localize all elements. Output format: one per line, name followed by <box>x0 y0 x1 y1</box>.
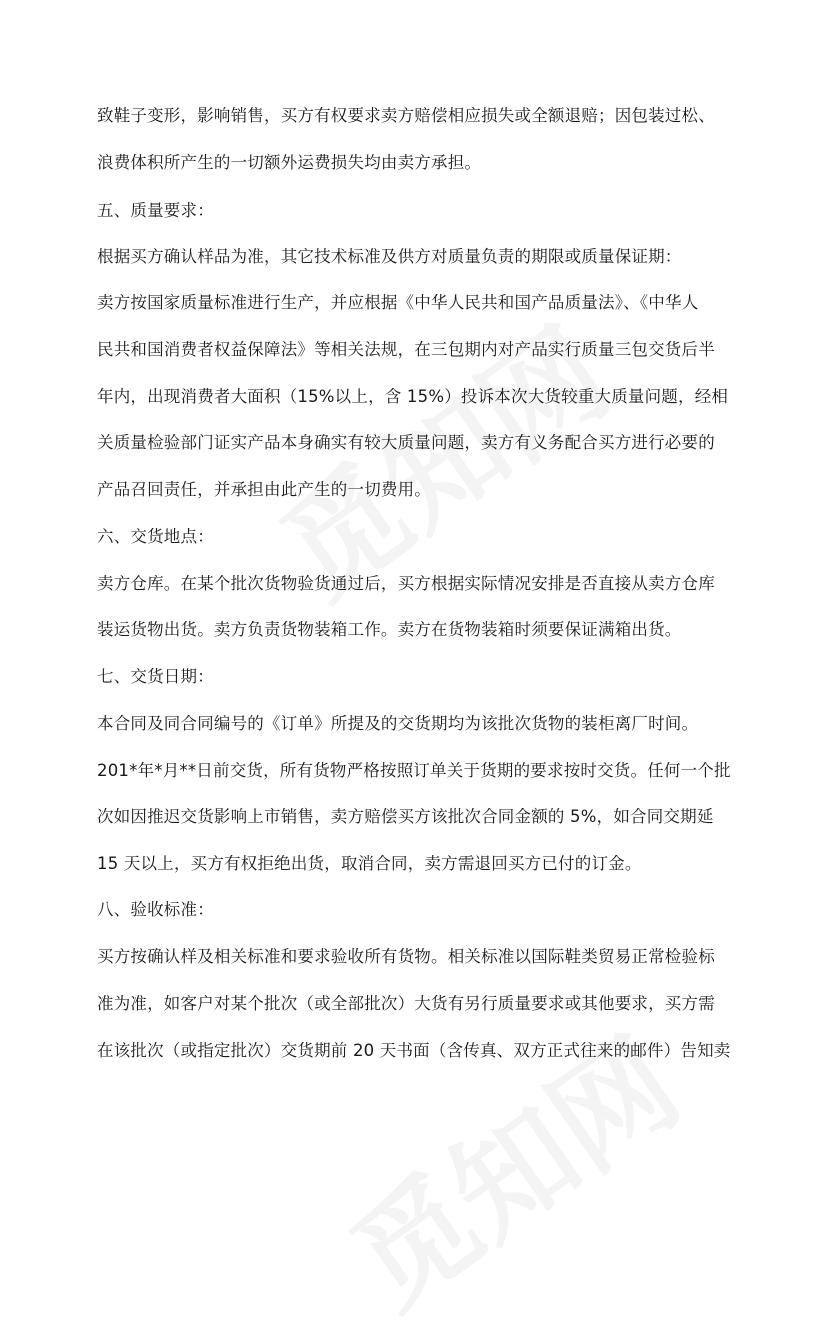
text-line: 15 天以上，买方有权拒绝出货，取消合同，卖方需退回买方已付的订金。 <box>97 854 642 873</box>
section-heading: 八、验收标准： <box>97 900 214 919</box>
text-line: 民共和国消费者权益保障法》等相关法规，在三包期内对产品实行质量三包交货后半 <box>97 340 715 359</box>
text-line: 卖方仓库。在某个批次货物验货通过后，买方根据实际情况安排是否直接从卖方仓库 <box>97 574 715 593</box>
section-heading: 七、交货日期： <box>97 667 214 686</box>
section-heading: 五、质量要求： <box>97 201 214 220</box>
text-line: 次如因推迟交货影响上市销售，卖方赔偿买方该批次合同金额的 5%，如合同交期延 <box>97 807 714 826</box>
text-line: 准为准，如客户对某个批次（或全部批次）大货有另行质量要求或其他要求，买方需 <box>97 994 715 1013</box>
text-line: 致鞋子变形，影响销售，买方有权要求卖方赔偿相应损失或全额退赔；因包装过松、 <box>97 106 715 125</box>
text-line: 本合同及同合同编号的《订单》所提及的交货期均为该批次货物的装柜离厂时间。 <box>97 714 699 733</box>
text-line: 产品召回责任，并承担由此产生的一切费用。 <box>97 480 431 499</box>
text-line: 买方按确认样及相关标准和要求验收所有货物。相关标准以国际鞋类贸易正常检验标 <box>97 947 715 966</box>
text-line: 根据买方确认样品为准，其它技术标准及供方对质量负责的期限或质量保证期： <box>97 247 682 266</box>
text-line: 在该批次（或指定批次）交货期前 20 天书面（含传真、双方正式往来的邮件）告知卖 <box>97 1041 731 1060</box>
text-line: 201*年*月**日前交货，所有货物严格按照订单关于货期的要求按时交货。任何一个批 <box>97 761 731 780</box>
section-heading: 六、交货地点： <box>97 527 214 546</box>
text-line: 浪费体积所产生的一切额外运费损失均由卖方承担。 <box>97 153 482 172</box>
text-line: 装运货物出货。卖方负责货物装箱工作。卖方在货物装箱时须要保证满箱出货。 <box>97 620 682 639</box>
text-line: 卖方按国家质量标准进行生产，并应根据《中华人民共和国产品质量法》、《中华人 <box>97 293 699 312</box>
text-line: 关质量检验部门证实产品本身确实有较大质量问题，卖方有义务配合买方进行必要的 <box>97 433 715 452</box>
text-line: 年内，出现消费者大面积（15%以上，含 15%）投诉本次大货较重大质量问题，经相 <box>97 387 729 406</box>
